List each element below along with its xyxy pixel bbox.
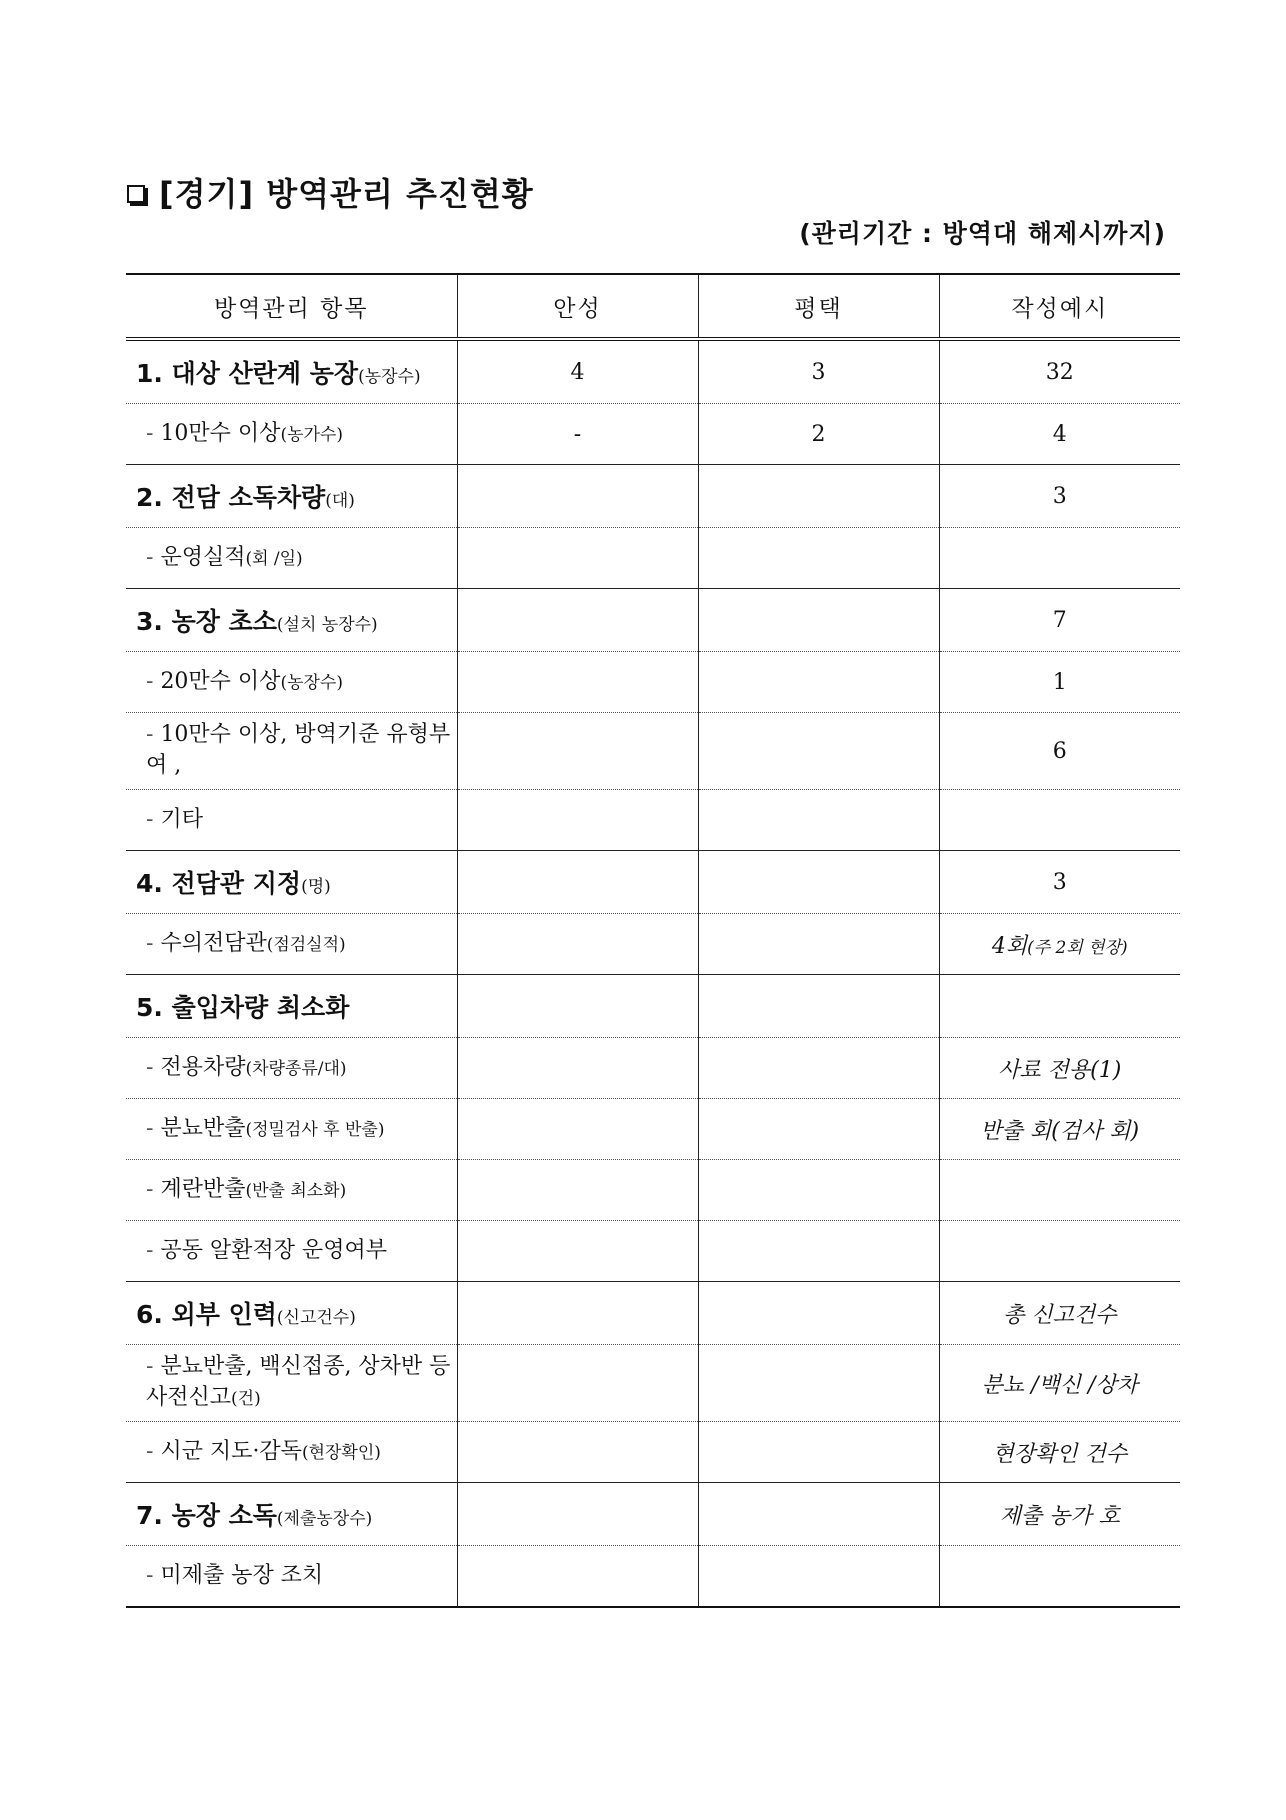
example-value bbox=[939, 713, 1180, 790]
example-text: 6 bbox=[1052, 738, 1067, 764]
anseong-value bbox=[457, 589, 698, 652]
example-value bbox=[939, 1282, 1180, 1345]
item-label: 기타 bbox=[160, 806, 203, 832]
main-item-cell bbox=[126, 1282, 457, 1345]
table-row bbox=[126, 975, 1180, 1038]
main-item-cell bbox=[126, 851, 457, 914]
example-text: 3 bbox=[1052, 869, 1067, 895]
example-value bbox=[939, 465, 1180, 528]
example-value bbox=[939, 528, 1180, 589]
header-example: 작성예시 bbox=[939, 274, 1180, 339]
pyeongtaek-value bbox=[698, 790, 939, 851]
pyeongtaek-value bbox=[698, 1221, 939, 1282]
item-label: 10만수 이상, 방역기준 유형부여 , bbox=[146, 722, 451, 778]
item-label: 미제출 농장 조치 bbox=[160, 1562, 324, 1588]
dash-bullet-icon: - bbox=[146, 420, 161, 446]
item-unit: (정밀검사 후 반출) bbox=[245, 1119, 385, 1140]
anseong-value bbox=[457, 790, 698, 851]
item-label: 6. 외부 인력 bbox=[136, 1300, 277, 1329]
example-value bbox=[939, 975, 1180, 1038]
header-pyeongtaek: 평택 bbox=[698, 274, 939, 339]
dash-bullet-icon: - bbox=[146, 930, 161, 956]
example-text: 사료 전용(1) bbox=[998, 1057, 1122, 1083]
table-row bbox=[126, 914, 1180, 975]
dash-bullet-icon: - bbox=[146, 806, 161, 832]
sub-item-cell bbox=[126, 404, 457, 465]
item-unit: (명) bbox=[301, 877, 331, 897]
item-label: 공동 알환적장 운영여부 bbox=[160, 1237, 387, 1263]
anseong-value bbox=[457, 1422, 698, 1483]
pyeongtaek-value bbox=[698, 851, 939, 914]
item-label: 1. 대상 산란계 농장 bbox=[136, 359, 359, 388]
sub-item-cell bbox=[126, 1160, 457, 1221]
sub-item-cell bbox=[126, 528, 457, 589]
table-row bbox=[126, 1099, 1180, 1160]
example-text: 4회 bbox=[991, 933, 1028, 959]
example-value bbox=[939, 339, 1180, 404]
sub-item-cell bbox=[126, 790, 457, 851]
example-text: 4 bbox=[1052, 421, 1067, 447]
item-unit: (제출농장수) bbox=[276, 1509, 373, 1529]
anseong-value bbox=[457, 1099, 698, 1160]
item-unit: (농가수) bbox=[280, 424, 343, 445]
dash-bullet-icon: - bbox=[146, 1115, 161, 1141]
example-text: 총 신고건수 bbox=[1003, 1302, 1117, 1328]
table-row bbox=[126, 1221, 1180, 1282]
example-value bbox=[939, 1221, 1180, 1282]
example-value bbox=[939, 1345, 1180, 1422]
pyeongtaek-value bbox=[698, 465, 939, 528]
example-value bbox=[939, 1546, 1180, 1608]
item-unit: (차량종류/대) bbox=[245, 1058, 347, 1079]
pyeongtaek-value bbox=[698, 528, 939, 589]
item-unit: (신고건수) bbox=[276, 1308, 356, 1328]
item-label: 시군 지도·감독 bbox=[160, 1438, 302, 1464]
item-label: 운영실적 bbox=[160, 544, 246, 570]
main-item-cell bbox=[126, 589, 457, 652]
anseong-value bbox=[457, 975, 698, 1038]
item-unit: (농장수) bbox=[280, 672, 343, 693]
anseong-value bbox=[457, 1345, 698, 1422]
dash-bullet-icon: - bbox=[146, 1176, 161, 1202]
table-row bbox=[126, 404, 1180, 465]
table-row bbox=[126, 339, 1180, 404]
table-row bbox=[126, 1160, 1180, 1221]
item-unit: (건) bbox=[231, 1389, 261, 1409]
pyeongtaek-value bbox=[698, 1038, 939, 1099]
pyeongtaek-value: 3 bbox=[698, 339, 939, 404]
item-label: 7. 농장 소독 bbox=[136, 1501, 277, 1530]
sub-item-cell bbox=[126, 1345, 457, 1422]
sub-item-cell bbox=[126, 1221, 457, 1282]
dash-bullet-icon: - bbox=[146, 1438, 161, 1464]
pyeongtaek-value bbox=[698, 975, 939, 1038]
item-unit: (설치 농장수) bbox=[276, 615, 378, 635]
example-value bbox=[939, 851, 1180, 914]
dash-bullet-icon: - bbox=[146, 668, 161, 694]
item-unit: (대) bbox=[325, 491, 355, 511]
table-row bbox=[126, 528, 1180, 589]
sub-item-cell bbox=[126, 914, 457, 975]
dash-bullet-icon: - bbox=[146, 722, 161, 748]
table-row bbox=[126, 1546, 1180, 1608]
item-label: 10만수 이상 bbox=[160, 420, 281, 446]
pyeongtaek-value bbox=[698, 1099, 939, 1160]
page-title: [경기] 방역관리 추진현황 bbox=[159, 175, 534, 213]
sub-item-cell bbox=[126, 1099, 457, 1160]
example-value bbox=[939, 1160, 1180, 1221]
table-row bbox=[126, 465, 1180, 528]
item-unit: (점검실적) bbox=[266, 934, 346, 955]
pyeongtaek-value bbox=[698, 1483, 939, 1546]
example-value bbox=[939, 790, 1180, 851]
item-label: 수의전담관 bbox=[160, 930, 267, 956]
table-row bbox=[126, 652, 1180, 713]
example-unit: (주 2회 현장) bbox=[1027, 937, 1128, 958]
example-text: 3 bbox=[1052, 483, 1067, 509]
sub-item-cell bbox=[126, 1546, 457, 1608]
anseong-value: - bbox=[457, 404, 698, 465]
anseong-value: 4 bbox=[457, 339, 698, 404]
example-text: 32 bbox=[1045, 359, 1074, 385]
anseong-value bbox=[457, 1483, 698, 1546]
table-row bbox=[126, 1282, 1180, 1345]
table-row bbox=[126, 1345, 1180, 1422]
anseong-value bbox=[457, 851, 698, 914]
management-period: (관리기간 : 방역대 해제시까지) bbox=[799, 219, 1166, 248]
example-text: 1 bbox=[1052, 669, 1067, 695]
example-value bbox=[939, 589, 1180, 652]
anseong-value bbox=[457, 914, 698, 975]
main-item-cell bbox=[126, 339, 457, 404]
anseong-value bbox=[457, 1038, 698, 1099]
example-value bbox=[939, 1483, 1180, 1546]
item-label: 5. 출입차량 최소화 bbox=[136, 993, 350, 1022]
pyeongtaek-value bbox=[698, 1546, 939, 1608]
example-value bbox=[939, 914, 1180, 975]
item-unit: (현장확인) bbox=[301, 1442, 381, 1463]
item-label: 20만수 이상 bbox=[160, 668, 281, 694]
pyeongtaek-value bbox=[698, 713, 939, 790]
pyeongtaek-value bbox=[698, 589, 939, 652]
document-heading bbox=[127, 170, 534, 214]
pyeongtaek-value bbox=[698, 914, 939, 975]
anseong-value bbox=[457, 1160, 698, 1221]
pyeongtaek-value: 2 bbox=[698, 404, 939, 465]
main-item-cell bbox=[126, 465, 457, 528]
example-text: 분뇨 /백신 /상차 bbox=[981, 1372, 1138, 1398]
item-unit: (반출 최소화) bbox=[245, 1180, 347, 1201]
dash-bullet-icon: - bbox=[146, 1237, 161, 1263]
example-text: 제출 농가 호 bbox=[999, 1503, 1120, 1529]
dash-bullet-icon: - bbox=[146, 544, 161, 570]
table-row bbox=[126, 1038, 1180, 1099]
dash-bullet-icon: - bbox=[146, 1054, 161, 1080]
anseong-value bbox=[457, 1282, 698, 1345]
item-label: 4. 전담관 지정 bbox=[136, 869, 302, 898]
item-label: 계란반출 bbox=[160, 1176, 246, 1202]
sub-item-cell bbox=[126, 1038, 457, 1099]
item-label: 분뇨반출, 백신접종, 상차반 등 사전신고 bbox=[146, 1354, 451, 1410]
sub-item-cell bbox=[126, 713, 457, 790]
quarantine-status-table bbox=[126, 273, 1180, 1608]
pyeongtaek-value bbox=[698, 1422, 939, 1483]
sub-item-cell bbox=[126, 652, 457, 713]
example-value bbox=[939, 652, 1180, 713]
table-row bbox=[126, 713, 1180, 790]
example-value bbox=[939, 1422, 1180, 1483]
example-text: 현장확인 건수 bbox=[992, 1441, 1127, 1467]
item-unit: (회 /일) bbox=[245, 548, 303, 569]
anseong-value bbox=[457, 652, 698, 713]
item-label: 분뇨반출 bbox=[160, 1115, 246, 1141]
example-value bbox=[939, 1099, 1180, 1160]
main-item-cell bbox=[126, 1483, 457, 1546]
anseong-value bbox=[457, 713, 698, 790]
table-row bbox=[126, 851, 1180, 914]
table-row bbox=[126, 1422, 1180, 1483]
dash-bullet-icon: - bbox=[146, 1562, 161, 1588]
table-row bbox=[126, 589, 1180, 652]
item-label: 2. 전담 소독차량 bbox=[136, 483, 326, 512]
pyeongtaek-value bbox=[698, 652, 939, 713]
table-row bbox=[126, 1483, 1180, 1546]
main-item-cell bbox=[126, 975, 457, 1038]
example-text: 반출 회(검사 회) bbox=[980, 1118, 1140, 1144]
dash-bullet-icon: - bbox=[146, 1354, 161, 1380]
table-header-row bbox=[126, 274, 1180, 339]
anseong-value bbox=[457, 1221, 698, 1282]
anseong-value bbox=[457, 465, 698, 528]
anseong-value bbox=[457, 528, 698, 589]
pyeongtaek-value bbox=[698, 1282, 939, 1345]
anseong-value bbox=[457, 1546, 698, 1608]
sub-item-cell bbox=[126, 1422, 457, 1483]
pyeongtaek-value bbox=[698, 1345, 939, 1422]
example-text: 7 bbox=[1052, 607, 1067, 633]
checkbox-bullet-icon bbox=[127, 185, 145, 203]
example-value bbox=[939, 404, 1180, 465]
item-unit: (농장수) bbox=[358, 367, 421, 387]
header-item: 방역관리 항목 bbox=[126, 274, 457, 339]
table-row bbox=[126, 790, 1180, 851]
item-label: 전용차량 bbox=[160, 1054, 246, 1080]
item-label: 3. 농장 초소 bbox=[136, 607, 277, 636]
pyeongtaek-value bbox=[698, 1160, 939, 1221]
example-value bbox=[939, 1038, 1180, 1099]
header-anseong: 안성 bbox=[457, 274, 698, 339]
